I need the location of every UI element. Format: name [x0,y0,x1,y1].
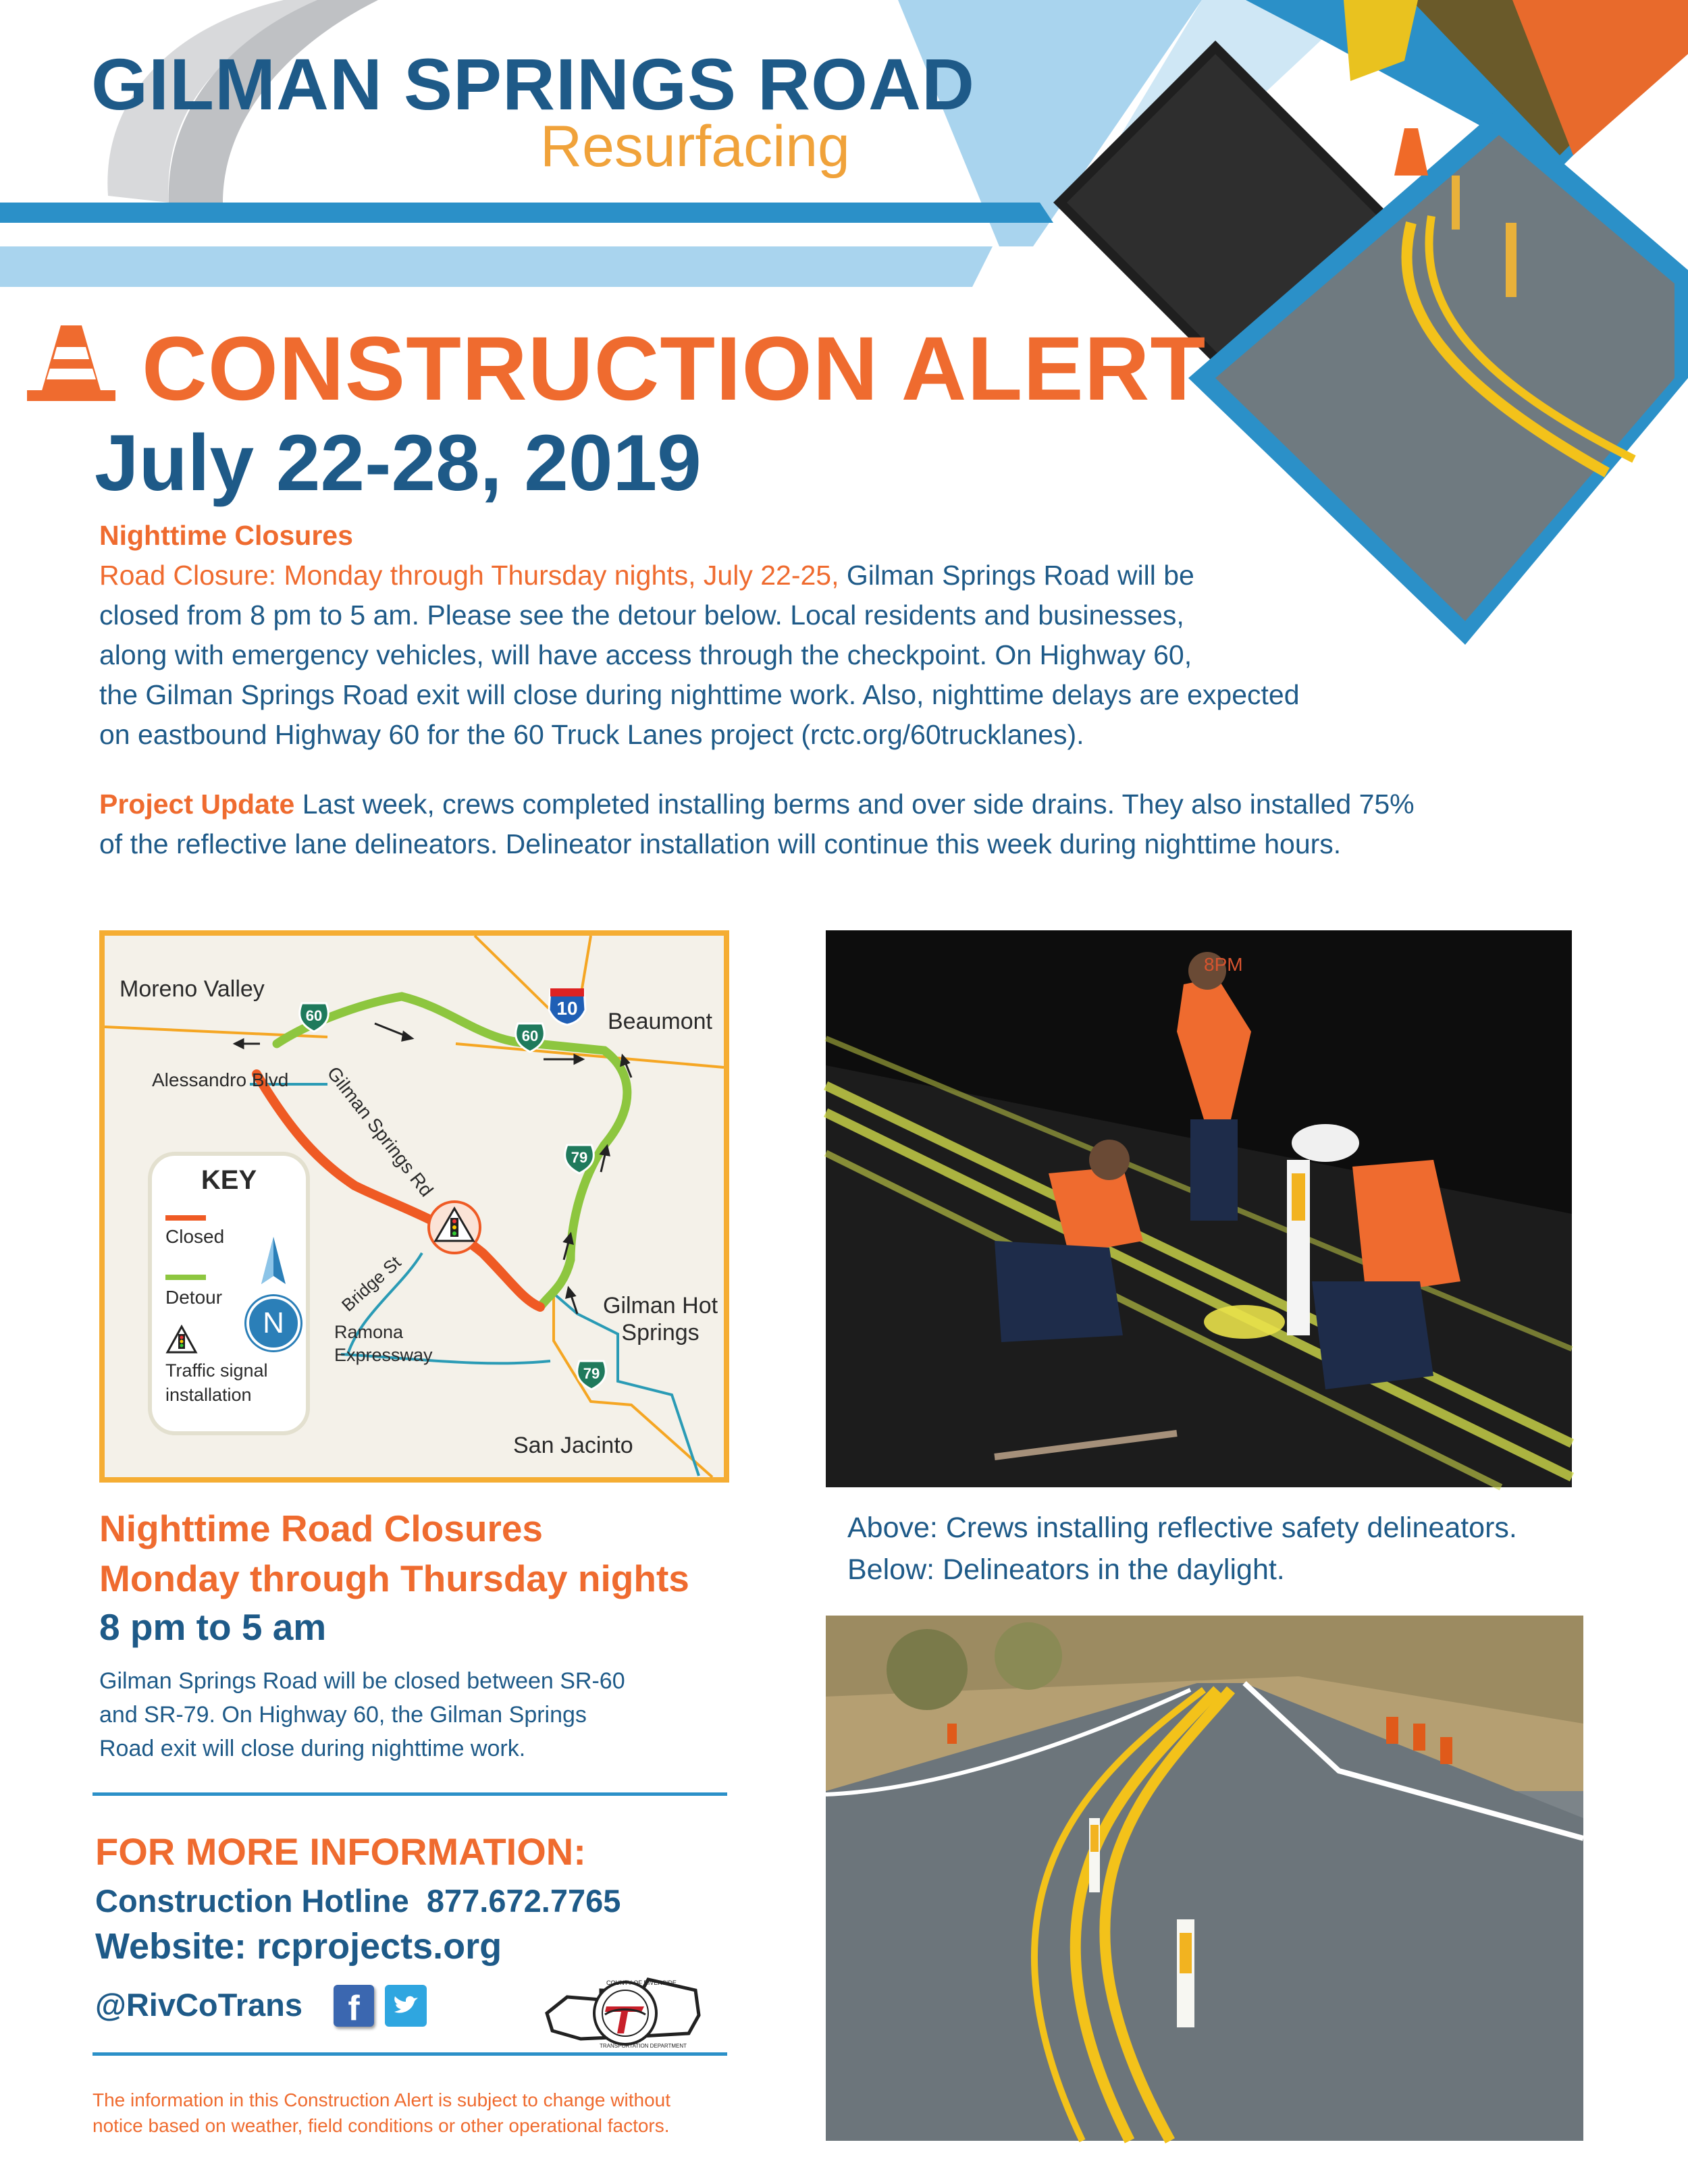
photo-captions [847,1507,1624,1591]
hotline-number[interactable]: 877.672.7765 [426,1883,621,1919]
night-closure-title: Nighttime Road Closures [99,1508,544,1549]
night-closure-description: Gilman Springs Road will be closed between SR-60 and SR-79. On Highway 60, the Gilman Springs Road exit will close during nighttime work. [99,1668,625,1761]
hotline [95,1882,621,1919]
sr60-shield-number: 60 [305,1007,323,1024]
page-title: GILMAN SPRINGS ROAD [91,43,976,125]
north-arrow-icon [253,1237,294,1291]
svg-text:8PM: 8PM [1204,954,1243,975]
map-key-detour: Detour [165,1287,223,1308]
disclaimer: The information in this Construction Alert is subject to change without notice based on weather, field conditions or other operational factors. [93,2089,670,2136]
caption-above: Above: Crews installing reflective safety delineators. [847,1512,1517,1544]
alert-heading: CONSTRUCTION ALERT [142,319,1207,419]
map-key-closed: Closed [165,1226,225,1247]
project-update: Project Update Last week, crews completed installing berms and over side drains. They also installed 75% of the reflective lane delineators. Delineator installation will continue this week during nighttime hours. [99,789,1415,859]
night-crew-photo [826,930,1572,1487]
night-closure-hours: 8 pm to 5 am [99,1606,327,1648]
map-label-gilman-springs-rd: Gilman Springs Rd [323,1063,438,1201]
map-key [148,1152,310,1435]
detour-swatch [165,1275,206,1280]
twitter-icon[interactable] [385,1985,427,2027]
divider [93,1792,727,1796]
logo-top-text: COUNTY OF RIVERSIDE [606,1979,677,1986]
map-label-alessandro: Alessandro Blvd [152,1069,289,1090]
facebook-icon[interactable]: f [334,1985,374,2027]
logo-bottom-text: TRANSPORTATION DEPARTMENT [600,2043,687,2049]
alert-date: July 22-28, 2019 [95,419,702,508]
sr79-shield-number: 79 [571,1149,588,1166]
more-info-heading: FOR MORE INFORMATION: [95,1830,586,1873]
header-stripe [0,203,1053,223]
map-key-title: KEY [201,1165,257,1195]
map-label-ramona: Ramona Expressway [334,1322,433,1365]
daylight-delineators-photo [826,1616,1583,2141]
map-label-beaumont: Beaumont [608,1009,712,1034]
map-key-signal: Traffic signal installation [165,1360,268,1405]
hotline-label: Construction Hotline [95,1883,409,1919]
twitter-handle[interactable]: @RivCoTrans [95,1987,303,2023]
i10-shield-number: 10 [556,998,578,1019]
map-label-gilman-hot-springs: Gilman Hot Springs [603,1293,718,1346]
sr60-shield-number: 60 [521,1028,539,1044]
website-link[interactable]: Website: rcprojects.org [95,1926,502,1967]
traffic-signal-icon [429,1202,480,1253]
closures-lead: Road Closure: Monday through Thursday nights, July 22-25, [99,560,839,591]
closures-heading: Nighttime Closures [99,520,353,551]
map-label-moreno-valley: Moreno Valley [120,976,265,1002]
page-subtitle: Resurfacing [540,114,850,179]
detour-map [99,930,729,1483]
traffic-cone-icon [26,323,117,402]
map-label-san-jacinto: San Jacinto [513,1433,633,1458]
closures-paragraph: Road Closure: Monday through Thursday nights, July 22-25, Gilman Springs Road will be closed from 8 pm to 5 am. Please see the detour below. Local residents and businesses, along with emergency vehicles, will have access through the checkpoint. On Highway 60, the Gilman Springs Road exit will close during nighttime work. Also, nighttime delays are expected on eastbound Highway 60 for the 60 Truck Lanes project (rctc.org/60trucklanes). [99,560,1300,750]
north-badge: N [246,1296,300,1350]
divider [93,2052,727,2056]
night-closure-days: Monday through Thursday nights [99,1557,689,1599]
header-band [0,246,993,287]
traffic-signal-icon [165,1325,198,1354]
closed-swatch [165,1215,206,1221]
sr79-shield-number: 79 [583,1365,600,1382]
caption-below: Below: Delineators in the daylight. [847,1553,1285,1586]
map-label-bridge-st: Bridge St [338,1252,405,1316]
project-update-label: Project Update [99,789,295,820]
